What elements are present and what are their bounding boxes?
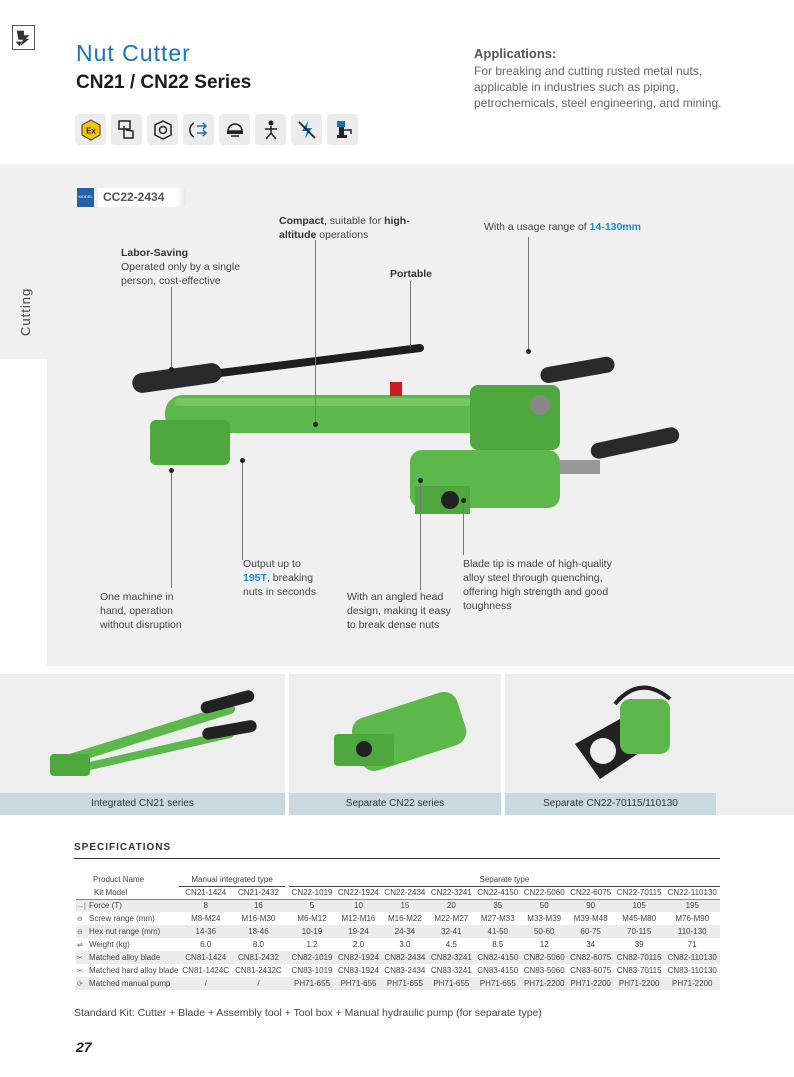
table-cell: CN22-1019 [289,886,335,899]
table-cell: CN22-6075 [567,886,613,899]
table-row-label [76,977,179,990]
table-cell: 8.5 [492,940,504,949]
page-title: Nut Cutter [76,40,191,66]
callout-dot [169,468,174,473]
table-cell: 50 [521,899,567,912]
table-row-label [76,912,179,925]
row-icon: ✂ [77,968,83,975]
table-cell: 10-19 [289,925,335,938]
table-cell: CN22-70115 [614,886,665,899]
table-cell: CN82-6075 [567,951,613,964]
table-group-manual: Manual integrated type [179,873,284,886]
table-cell: PH71-2200 [567,977,613,990]
table-cell: 8.0 [252,940,264,949]
table-cell: 2.0 [352,940,365,949]
table-row-label [76,951,179,964]
callout-dot [418,478,423,483]
row-icon: ⊖ [77,916,83,923]
row-icon: →| [77,903,86,911]
callout-line [171,287,172,370]
table-row [76,977,720,990]
table-cell: 110-130 [664,925,720,938]
table-cell: 5 [289,899,335,912]
callout-dot [313,422,318,427]
applications-title: Applications: [474,46,557,61]
table-cell: 195 [664,899,720,912]
row-label-text: Kit Model [94,887,128,897]
callout-one-machine: One machine in hand, operation without disruption [100,591,182,631]
row-label-text: Weight (kg) [89,940,130,949]
callout-compact: Compact, suitable for high-altitude operations [279,215,410,241]
table-cell: M39-M48 [573,914,608,923]
callout-portable: Portable [390,268,433,280]
no-power-icon [291,114,322,145]
table-cell: 8 [179,899,232,912]
table-cell: 60-75 [567,925,613,938]
table-cell: 50-60 [521,925,567,938]
table-cell: / [179,977,232,990]
table-cell: 10 [335,899,381,912]
table-row [76,886,720,899]
feature-icons [75,114,358,145]
callout-line [242,460,243,560]
table-cell: CN22-2434 [382,886,428,899]
table-cell: M8-M24 [191,914,221,923]
table-row [76,951,720,964]
table-cell: 39 [634,940,644,949]
table-cell: CN82-1924 [335,951,381,964]
model-code: CC22-2434 [98,188,186,207]
table-cell: PH71-2200 [614,977,665,990]
row-label-text: Matched alloy blade [89,953,161,962]
table-cell: CN82-2434 [382,951,428,964]
callout-output: Output up to 195T, breaking nuts in seconds [243,558,316,598]
table-cell: 12 [539,940,549,949]
row-label-text: Matched hard alloy blade [89,966,179,975]
table-cell: 34 [586,940,596,949]
brand-logo-icon [12,25,35,50]
table-cell: M12-M16 [341,914,376,923]
row-label-text: Force (T) [89,901,122,911]
row-label-text: Matched manual pump [89,979,171,988]
table-cell: CN82-110130 [664,951,720,964]
table-cell: 105 [614,899,665,912]
row-label-text: Hex nut range (mm) [89,927,161,936]
callout-angled-head: With an angled head design, making it easy to break dense nuts [347,591,451,631]
table-cell: 18-46 [232,925,285,938]
standard-kit-note: Standard Kit: Cutter + Blade + Assembly tool + Tool box + Manual hydraulic pump (for separate type) [74,1007,542,1019]
gallery-caption: Separate CN22-70115/110130 [505,793,716,815]
table-cell: PH71-2200 [521,977,567,990]
table-row-label [76,899,179,912]
table-cell: M16-M30 [241,914,276,923]
specifications-title: SPECIFICATIONS [74,842,172,853]
table-cell: CN83-1924 [337,966,379,975]
callout-dot [526,349,531,354]
table-cell: CN82-1019 [289,951,335,964]
row-icon: ⊖ [77,929,83,936]
model-badge-icon: MODEL [77,188,94,207]
gallery-item [0,674,285,815]
table-header-cell: Product Name [93,875,145,884]
specifications-rule [74,858,720,859]
pump-base-right [470,385,560,450]
table-cell: CN83-70115 [616,966,662,975]
table-cell: CN83-4150 [477,966,519,975]
table-cell: 24-34 [382,925,428,938]
table-cell: CN82-3241 [428,951,474,964]
table-cell: 70-115 [614,925,665,938]
table-cell: CN22-1924 [335,886,381,899]
large-cutter-image [545,679,685,789]
handle-grip [131,362,223,394]
table-cell: CN81-1424 [179,951,232,964]
callout-line [315,240,316,425]
table-cell: CN82-70115 [614,951,665,964]
table-cell: CN21-2432 [232,886,285,899]
model-tag [77,188,186,207]
callout-dot [240,458,245,463]
table-cell: 32-41 [428,925,474,938]
gallery-item [289,674,501,815]
row-label-text: Screw range (mm) [89,914,155,923]
table-cell: CN81-2432 [232,951,285,964]
callout-line [528,237,529,352]
gallery-caption: Integrated CN21 series [0,793,285,815]
table-cell: / [232,977,285,990]
table-cell: 4.5 [445,940,457,949]
table-cell: M22-M27 [434,914,469,923]
table-row-label [76,886,179,899]
integrated-cutter-image [30,684,270,789]
table-cell: CN83-110130 [667,966,717,975]
pump-base-left [150,420,230,465]
table-cell: 6.0 [200,940,212,949]
table-cell: 15 [382,899,428,912]
table-cell: CN81-1424C [182,966,230,975]
table-cell: 20 [428,899,474,912]
table-cell: 90 [567,899,613,912]
table-cell: CN83-6075 [570,966,612,975]
shield-icon [147,114,178,145]
side-category-label: Cutting [18,287,33,336]
callout-dot [408,346,413,351]
callout-line [463,500,464,555]
callout-line [420,480,421,590]
table-cell: CN83-1019 [291,966,333,975]
svg-text:Ex: Ex [85,126,96,135]
table-cell: CN82-5060 [521,951,567,964]
table-row-label [76,925,179,938]
callout-line [410,281,411,349]
table-cell: M6-M12 [297,914,327,923]
table-row-label [76,964,179,977]
row-icon: ⟳ [77,981,83,988]
table-cell: 1.2 [306,940,318,949]
safety-helmet-icon [219,114,250,145]
table-row-label [76,938,179,951]
callout-range: With a usage range of 14-130mm [484,221,642,233]
page-subtitle: CN21 / CN22 Series [76,72,252,93]
row-icon: ✂ [77,955,83,962]
fast-cycle-icon [183,114,214,145]
table-cell: M16-M22 [387,914,422,923]
table-cell: CN22-3241 [428,886,474,899]
table-cell: 35 [475,899,521,912]
callout-blade: Blade tip is made of high-quality alloy steel through quenching, offering high strength and good toughness [463,558,612,612]
table-cell: M45-M80 [622,914,657,923]
hand-operated-icon [111,114,142,145]
table-cell: CN83-2434 [384,966,426,975]
table-row [76,899,720,912]
nut-cutter-illustration [120,310,690,540]
applications-text: For breaking and cutting rusted metal nuts, applicable in industries such as piping, petrochemicals, steel engineering, and mining. [474,64,722,110]
table-cell: PH71-655 [289,977,335,990]
product-gallery [0,674,794,815]
hand-pump-icon [327,114,358,145]
table-cell: CN81-2432C [235,966,282,975]
callout-labor-saving: Labor-Saving Operated only by a single person, cost-effective [121,247,241,287]
table-row [76,912,720,925]
callout-line [171,470,172,588]
separate-cutter-image [324,684,474,784]
table-cell: 14-36 [179,925,232,938]
table-group-row [76,873,720,886]
table-row [76,938,720,951]
table-cell: CN22-110130 [664,886,720,899]
table-cell: M33-M39 [527,914,562,923]
table-cell: CN83-3241 [430,966,472,975]
table-body [76,886,720,990]
row-icon: ⇌ [77,942,83,949]
gallery-caption: Separate CN22 series [289,793,501,815]
table-cell: 3.0 [399,940,411,949]
callout-dot [461,498,466,503]
table-cell: M76-M90 [675,914,710,923]
callout-dot [169,367,174,372]
table-cell: PH71-655 [335,977,381,990]
gallery-item [505,674,794,815]
table-cell: CN82-4150 [475,951,521,964]
table-cell: PH71-655 [382,977,428,990]
table-row [76,925,720,938]
table-cell: CN83-5060 [523,966,565,975]
table-row [76,964,720,977]
table-cell: CN21-1424 [179,886,232,899]
table-cell: CN22-4150 [475,886,521,899]
table-cell: PH71-2200 [664,977,720,990]
page-number: 27 [76,1039,92,1055]
table-cell: PH71-655 [475,977,521,990]
high-altitude-icon [255,114,286,145]
table-cell: M27-M33 [480,914,515,923]
table-cell: 41-50 [475,925,521,938]
table-group-separate: Separate type [289,873,720,886]
table-cell: PH71-655 [428,977,474,990]
table-cell: 16 [232,899,285,912]
table-cell: 19-24 [335,925,381,938]
explosion-proof-icon [75,114,106,145]
table-cell: 71 [687,940,697,949]
specifications-table [76,873,720,990]
table-cell: CN22-5060 [521,886,567,899]
